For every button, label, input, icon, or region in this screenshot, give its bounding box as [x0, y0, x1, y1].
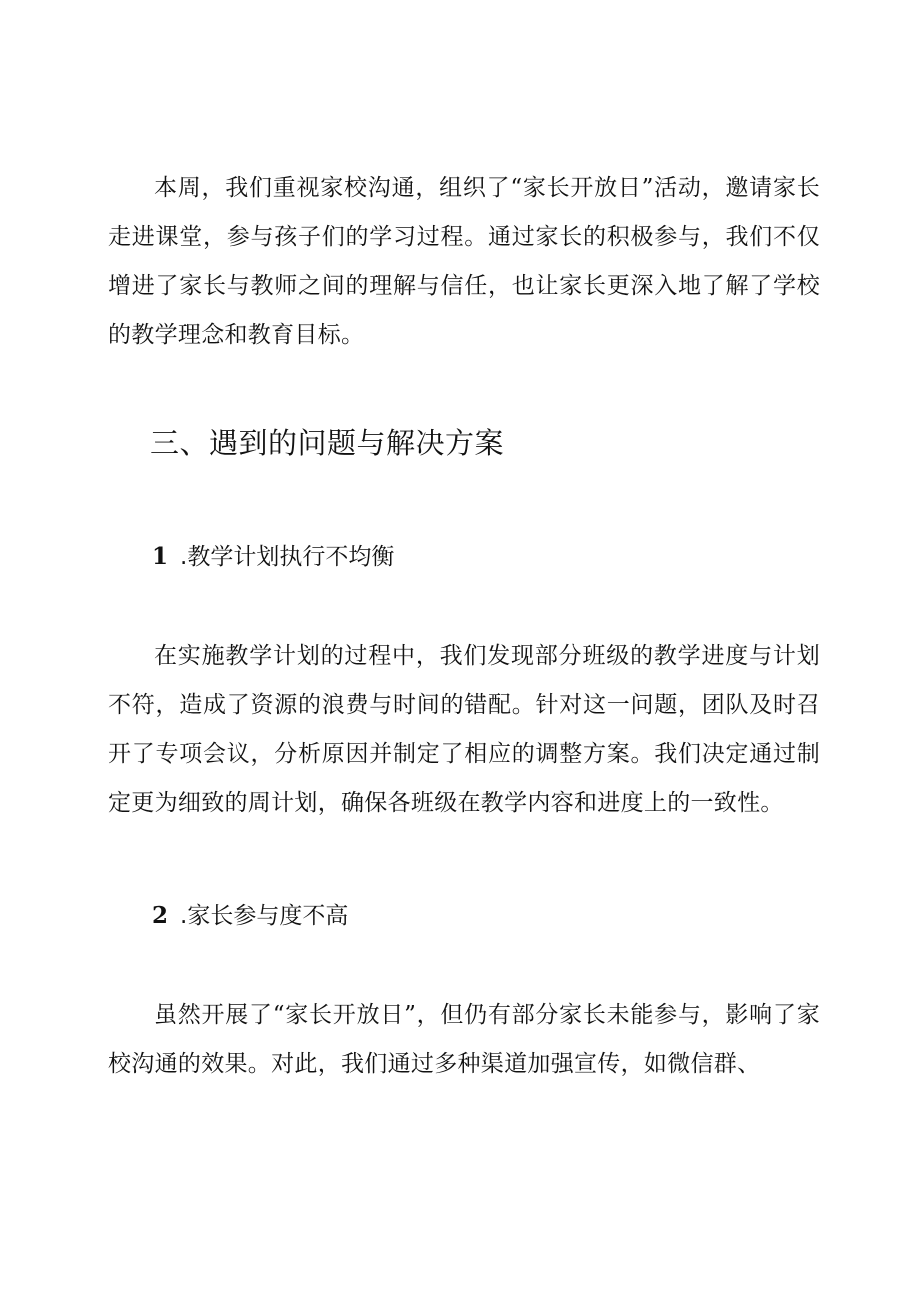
- section-heading: 三、遇到的问题与解决方案: [150, 426, 505, 460]
- subsection-title: .教学计划执行不均衡: [180, 544, 395, 570]
- subsection-number: 1: [152, 543, 169, 570]
- subsection-number: 2: [152, 902, 169, 929]
- subsection-title: .家长参与度不高: [180, 903, 349, 929]
- subsection-heading-2: [152, 897, 348, 930]
- intro-paragraph: 本周，我们重视家校沟通，组织了“家长开放日”活动，邀请家长走进课堂，参与孩子们的学习过程。通过家长的积极参与，我们不仅增进了家长与教师之间的理解与信任，也让家长更深入地了解了学校的教学理念和教育目标。: [108, 175, 820, 348]
- issue-1-paragraph: 在实施教学计划的过程中，我们发现部分班级的教学进度与计划不符，造成了资源的浪费与时间的错配。针对这一问题，团队及时召开了专项会议，分析原因并制定了相应的调整方案。我们决定通过制定更为细致的周计划，确保各班级在教学内容和进度上的一致性。: [108, 643, 820, 816]
- subsection-heading-1: [152, 538, 394, 571]
- issue-2-paragraph: 虽然开展了“家长开放日”，但仍有部分家长未能参与，影响了家校沟通的效果。对此，我们通过多种渠道加强宣传，如微信群、: [108, 1002, 820, 1077]
